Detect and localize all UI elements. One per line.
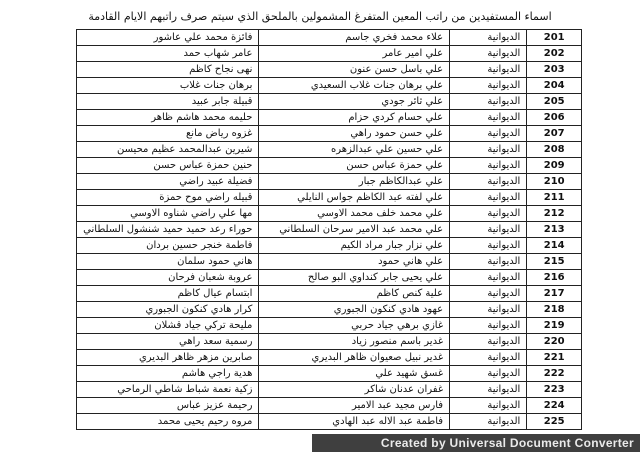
spouse-cell: شيرين عبدالمحمد عظيم محيسن <box>77 142 259 158</box>
table-row <box>77 414 582 430</box>
city-cell: الديوانية <box>450 254 527 270</box>
number-cell: 207 <box>527 126 582 142</box>
number-cell: 220 <box>527 334 582 350</box>
spouse-cell: فائزة محمد علي عاشور <box>77 30 259 46</box>
spouse-cell: قبيله راضي موح حمزة <box>77 190 259 206</box>
number-cell: 218 <box>527 302 582 318</box>
spouse-cell: غزوه رياض مانع <box>77 126 259 142</box>
city-cell: الديوانية <box>450 30 527 46</box>
number-cell: 202 <box>527 46 582 62</box>
city-cell: الديوانية <box>450 158 527 174</box>
city-cell: الديوانية <box>450 270 527 286</box>
table-row <box>77 142 582 158</box>
number-cell: 223 <box>527 382 582 398</box>
name-cell: فارس مجيد عبد الامير <box>259 398 450 414</box>
name-cell: غازي برهي جياد حربي <box>259 318 450 334</box>
table-row <box>77 350 582 366</box>
table-row <box>77 270 582 286</box>
spouse-cell: عامر شهاب حمد <box>77 46 259 62</box>
name-cell: علي حسن حمود راهي <box>259 126 450 142</box>
number-cell: 209 <box>527 158 582 174</box>
city-cell: الديوانية <box>450 286 527 302</box>
converter-watermark: Created by Universal Document Converter <box>312 434 640 452</box>
spouse-cell: رسمية سعد راهي <box>77 334 259 350</box>
table-row <box>77 382 582 398</box>
city-cell: الديوانية <box>450 110 527 126</box>
city-cell: الديوانية <box>450 238 527 254</box>
name-cell: علي عبدالكاظم جبار <box>259 174 450 190</box>
number-cell: 206 <box>527 110 582 126</box>
spouse-cell: زكية نعمة شباط شاطي الرماحي <box>77 382 259 398</box>
city-cell: الديوانية <box>450 46 527 62</box>
number-cell: 205 <box>527 94 582 110</box>
number-cell: 222 <box>527 366 582 382</box>
spouse-cell: رحيمة عزيز عباس <box>77 398 259 414</box>
spouse-cell: حليمه محمد هاشم ظاهر <box>77 110 259 126</box>
table-row <box>77 238 582 254</box>
name-cell: علي برهان جنات غلاب السعيدي <box>259 78 450 94</box>
table-row <box>77 222 582 238</box>
city-cell: الديوانية <box>450 350 527 366</box>
name-cell: علي يحيى جابر كنداوي البو صالح <box>259 270 450 286</box>
city-cell: الديوانية <box>450 190 527 206</box>
name-cell: علي حسين علي عبدالزهره <box>259 142 450 158</box>
table-row <box>77 110 582 126</box>
spouse-cell: مليحة تركي جياد قشلان <box>77 318 259 334</box>
table-row <box>77 366 582 382</box>
city-cell: الديوانية <box>450 126 527 142</box>
city-cell: الديوانية <box>450 142 527 158</box>
table-row <box>77 94 582 110</box>
name-cell: غفران عدنان شاكر <box>259 382 450 398</box>
number-cell: 208 <box>527 142 582 158</box>
spouse-cell: برهان جنات غلاب <box>77 78 259 94</box>
number-cell: 216 <box>527 270 582 286</box>
name-cell: علي لفته عبد الكاظم جواس النايلي <box>259 190 450 206</box>
number-cell: 221 <box>527 350 582 366</box>
table-row <box>77 158 582 174</box>
name-cell: علي نزار جبار مراد الكيم <box>259 238 450 254</box>
document-title: اسماء المستفيدين من راتب المعين المتفرغ المشمولين بالملحق الذي سيتم صرف راتبهم الايام القادمة <box>88 10 552 23</box>
table-row <box>77 190 582 206</box>
table-row <box>77 46 582 62</box>
name-cell: علية كنص كاظم <box>259 286 450 302</box>
spouse-cell: قبيلة جابر عبيد <box>77 94 259 110</box>
name-cell: علي محمد عبد الامير سرحان السلطاني <box>259 222 450 238</box>
city-cell: الديوانية <box>450 94 527 110</box>
table-row <box>77 254 582 270</box>
name-cell: فاطمة عبد الاله عبد الهادي <box>259 414 450 430</box>
spouse-cell: حوراء رعد حميد حميد شنشول السلطاني <box>77 222 259 238</box>
table-row <box>77 398 582 414</box>
spouse-cell: مها علي راضي شناوه الاوسي <box>77 206 259 222</box>
number-cell: 204 <box>527 78 582 94</box>
table-row <box>77 62 582 78</box>
table-row <box>77 174 582 190</box>
name-cell: علي حمزة عباس حسن <box>259 158 450 174</box>
table-row <box>77 334 582 350</box>
name-cell: عهود هادي كنكون الجبوري <box>259 302 450 318</box>
city-cell: الديوانية <box>450 78 527 94</box>
spouse-cell: نهى نجاح كاظم <box>77 62 259 78</box>
city-cell: الديوانية <box>450 302 527 318</box>
name-cell: علي امير عامر <box>259 46 450 62</box>
table-row <box>77 286 582 302</box>
number-cell: 214 <box>527 238 582 254</box>
table-body <box>77 30 582 430</box>
name-cell: علي هاني حمود <box>259 254 450 270</box>
number-cell: 217 <box>527 286 582 302</box>
table-row <box>77 318 582 334</box>
name-cell: علي حسام كردي حزام <box>259 110 450 126</box>
city-cell: الديوانية <box>450 334 527 350</box>
city-cell: الديوانية <box>450 382 527 398</box>
city-cell: الديوانية <box>450 318 527 334</box>
spouse-cell: هاني حمود سلمان <box>77 254 259 270</box>
number-cell: 211 <box>527 190 582 206</box>
spouse-cell: حنين حمزة عباس حسن <box>77 158 259 174</box>
name-cell: غسق شهيد علي <box>259 366 450 382</box>
city-cell: الديوانية <box>450 62 527 78</box>
table-row <box>77 30 582 46</box>
spouse-cell: ابتسام عيال كاظم <box>77 286 259 302</box>
name-cell: علي محمد خلف محمد الاوسي <box>259 206 450 222</box>
spouse-cell: فضيلة عبيد راضي <box>77 174 259 190</box>
name-cell: علي باسل حسن عنون <box>259 62 450 78</box>
spouse-cell: هدية راجي هاشم <box>77 366 259 382</box>
table-row <box>77 126 582 142</box>
number-cell: 212 <box>527 206 582 222</box>
number-cell: 225 <box>527 414 582 430</box>
name-cell: غدير نبيل صعيوان ظاهر البديري <box>259 350 450 366</box>
city-cell: الديوانية <box>450 174 527 190</box>
name-cell: غدير باسم منصور زياد <box>259 334 450 350</box>
table-row <box>77 302 582 318</box>
city-cell: الديوانية <box>450 398 527 414</box>
name-cell: علي ثائر جودي <box>259 94 450 110</box>
number-cell: 210 <box>527 174 582 190</box>
spouse-cell: عروبة شعبان فرحان <box>77 270 259 286</box>
city-cell: الديوانية <box>450 222 527 238</box>
city-cell: الديوانية <box>450 366 527 382</box>
spouse-cell: كرار هادي كنكون الجبوري <box>77 302 259 318</box>
number-cell: 215 <box>527 254 582 270</box>
number-cell: 219 <box>527 318 582 334</box>
beneficiaries-table <box>76 29 582 430</box>
spouse-cell: صابرين مزهر ظاهر البديري <box>77 350 259 366</box>
number-cell: 213 <box>527 222 582 238</box>
name-cell: علاء محمد فخري جاسم <box>259 30 450 46</box>
table-row <box>77 206 582 222</box>
city-cell: الديوانية <box>450 414 527 430</box>
table-row <box>77 78 582 94</box>
spouse-cell: فاطمة خنجر حسين بردان <box>77 238 259 254</box>
number-cell: 203 <box>527 62 582 78</box>
number-cell: 201 <box>527 30 582 46</box>
number-cell: 224 <box>527 398 582 414</box>
spouse-cell: مروه رحيم يحيى محمد <box>77 414 259 430</box>
city-cell: الديوانية <box>450 206 527 222</box>
